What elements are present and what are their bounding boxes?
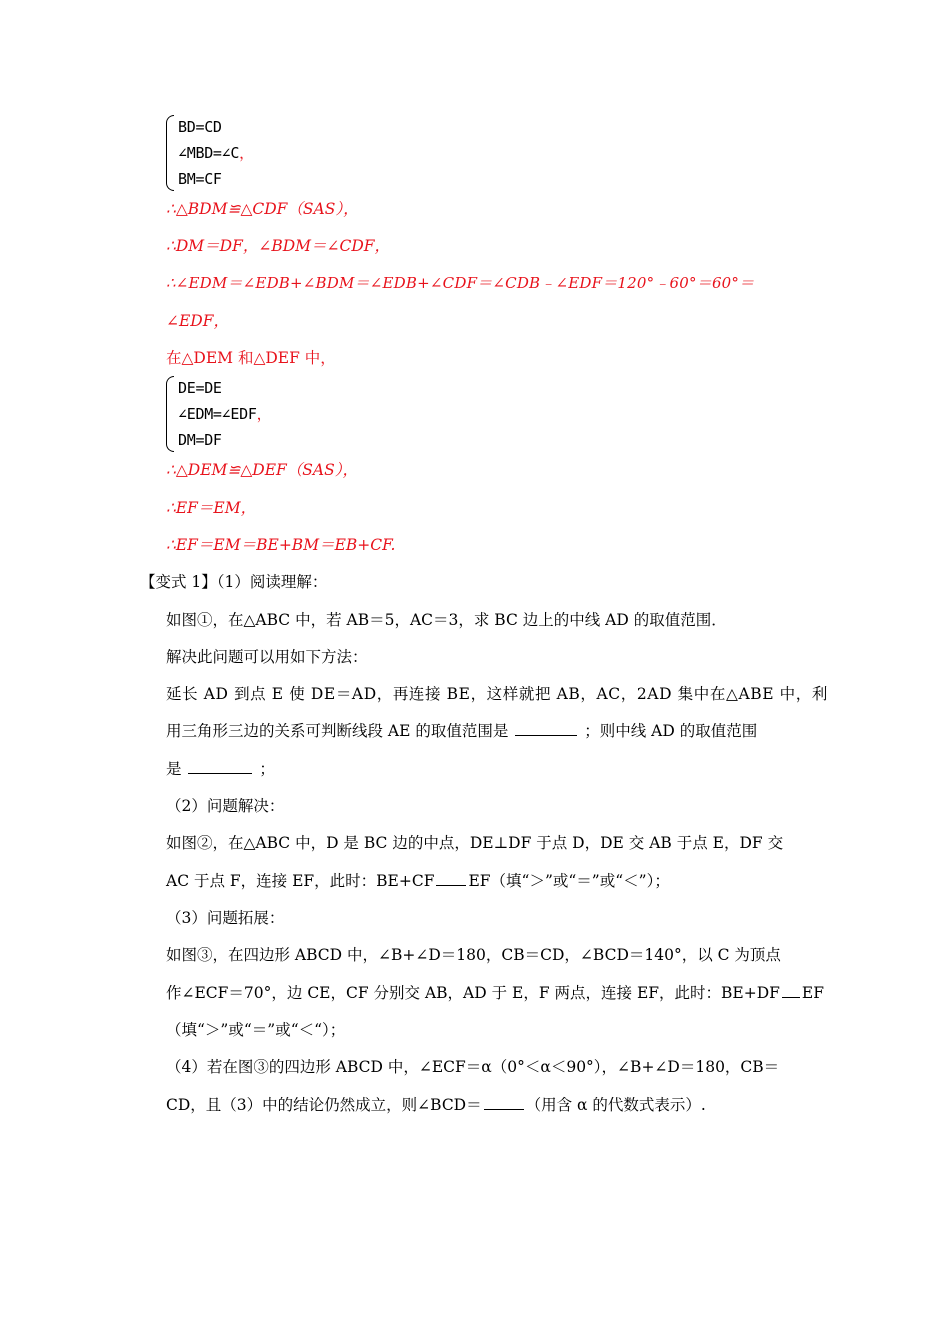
problem-text: AC 于点 F，连接 EF，此时：BE+CF EF（填“＞”或“＝”或“＜”）； xyxy=(166,872,670,890)
answer-blank[interactable] xyxy=(484,1095,524,1110)
problem-text: （4）若在图③的四边形 ABCD 中，∠ECF＝α（0°＜α＜90°），∠B+∠D＝180，CB＝ xyxy=(166,1058,780,1076)
equation-line: BM=CF xyxy=(178,170,222,188)
proof-line: ∴EF＝EM， xyxy=(166,499,257,517)
proof-line: ∴△BDM≌△CDF（SAS）， xyxy=(166,200,359,218)
equation-line: ∠MBD=∠C， xyxy=(178,144,254,162)
left-brace xyxy=(166,115,174,191)
answer-blank[interactable] xyxy=(188,759,252,774)
problem-subheading: （2）问题解决： xyxy=(166,797,285,815)
equation-system-2 xyxy=(166,376,306,452)
equation-line: DE=DE xyxy=(178,379,222,397)
problem-subheading: （3）问题拓展： xyxy=(166,909,285,927)
proof-line: ∴△DEM≌△DEF（SAS）， xyxy=(166,461,358,479)
proof-line: ∴∠EDM＝∠EDB+∠BDM＝∠EDB+∠CDF＝∠CDB﹣∠EDF＝120°﹣60°＝60°＝ xyxy=(166,274,755,292)
equation-line: ∠EDM=∠EDF， xyxy=(178,405,272,423)
problem-text: 如图③，在四边形 ABCD 中，∠B+∠D＝180，CB＝CD，∠BCD＝140°，以 C 为顶点 xyxy=(166,946,781,964)
problem-text: 如图②，在△ABC 中，D 是 BC 边的中点，DE⊥DF 于点 D，DE 交 AB 于点 E，DF 交 xyxy=(166,834,784,852)
problem-text: 如图①，在△ABC 中，若 AB＝5，AC＝3，求 BC 边上的中线 AD 的取值范围． xyxy=(166,611,727,629)
problem-text: 作∠ECF＝70°，边 CE，CF 分别交 AB，AD 于 E，F 两点，连接 EF，此时：BE+DF EF xyxy=(166,984,824,1002)
proof-line: ∴DM＝DF，∠BDM＝∠CDF， xyxy=(166,237,391,255)
proof-line: 在△DEM 和△DEF 中， xyxy=(166,349,336,367)
answer-blank[interactable] xyxy=(782,983,800,998)
problem-header: 【变式 1】（1）阅读理解： xyxy=(140,573,328,591)
left-brace xyxy=(166,376,174,452)
problem-text: 延长 AD 到点 E 使 DE＝AD，再连接 BE，这样就把 AB，AC，2AD 集中在△ABE 中，利 xyxy=(166,685,828,703)
proof-line: ∠EDF， xyxy=(166,312,229,330)
equation-line: DM=DF xyxy=(178,431,222,449)
problem-text: CD，且（3）中的结论仍然成立，则∠BCD＝ （用含 α 的代数式表示）. xyxy=(166,1096,706,1114)
problem-text: 用三角形三边的关系可判断线段 AE 的取值范围是 ；则中线 AD 的取值范围 xyxy=(166,722,758,740)
problem-text: 是 ； xyxy=(166,760,275,778)
proof-line: ∴EF＝EM＝BE+BM＝EB+CF. xyxy=(166,536,396,554)
problem-text: （填“＞”或“＝”或“＜“）； xyxy=(166,1021,346,1039)
equation-system-1 xyxy=(166,115,306,191)
equation-line: BD=CD xyxy=(178,118,222,136)
answer-blank[interactable] xyxy=(436,871,466,886)
answer-blank[interactable] xyxy=(515,721,577,736)
problem-text: 解决此问题可以用如下方法： xyxy=(166,648,368,666)
